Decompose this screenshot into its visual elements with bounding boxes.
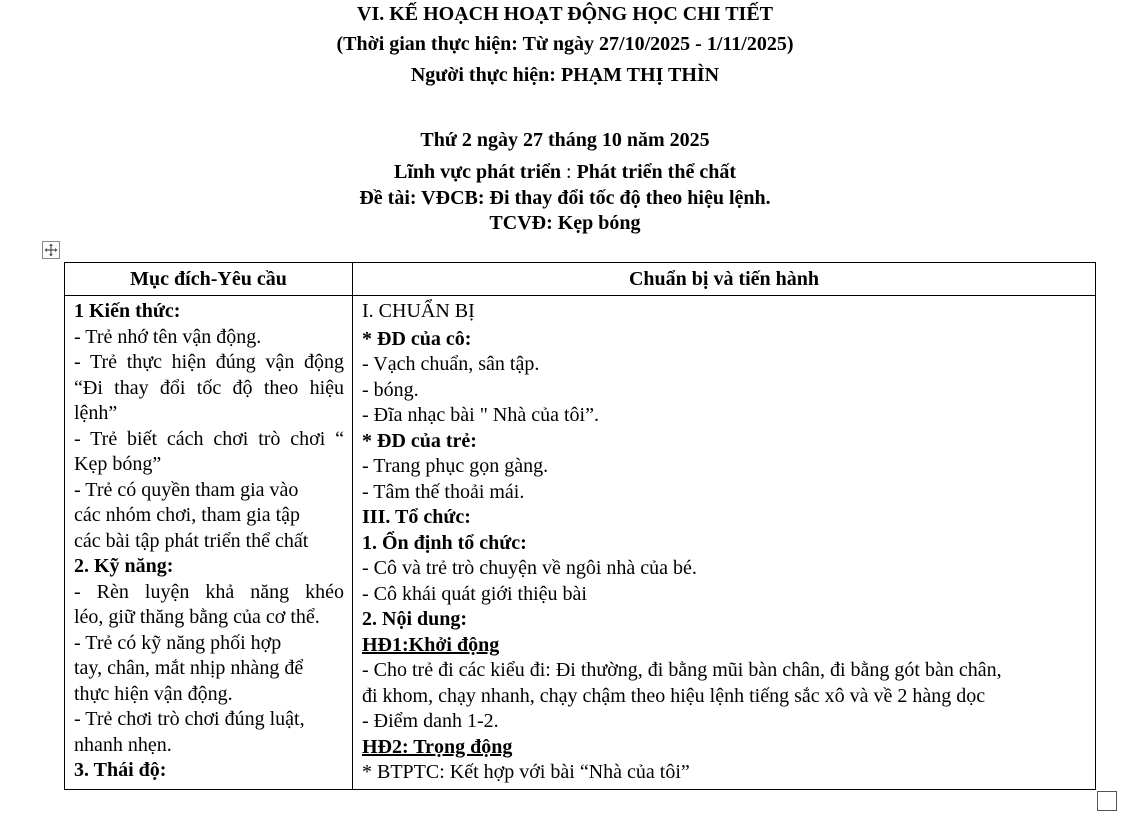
- stabilize-heading: 1. Ổn định tổ chức:: [362, 531, 527, 554]
- content-heading: 2. Nội dung:: [362, 608, 468, 630]
- procedure-line: * BTPTC: Kết hợp với bài “Nhà của tôi”: [362, 761, 690, 783]
- procedure-line: - Điểm danh 1-2.: [362, 710, 499, 732]
- attitude-heading: 3. Thái độ:: [74, 759, 167, 781]
- objective-line: tay, chân, mắt nhịp nhàng để: [74, 657, 304, 679]
- objectives-cell[interactable]: [65, 296, 353, 790]
- objective-line: “Đi thay đổi tốc độ theo hiệu: [74, 376, 344, 399]
- lesson-day: Thứ 2 ngày 27 tháng 10 năm 2025: [420, 129, 710, 151]
- document-title: VI. KẾ HOẠCH HOẠT ĐỘNG HỌC CHI TIẾT: [357, 3, 773, 25]
- objective-line: léo, giữ thăng bằng của cơ thể.: [74, 606, 320, 628]
- objective-line: - Trẻ chơi trò chơi đúng luật,: [74, 708, 305, 730]
- field-separator: :: [561, 161, 577, 183]
- procedure-line: - Cô và trẻ trò chuyện về ngôi nhà của bé.: [362, 557, 697, 579]
- lesson-game: TCVĐ: Kẹp bóng: [489, 212, 641, 234]
- organization-heading: III. Tổ chức:: [362, 506, 471, 528]
- objective-line: - Rèn luyện khả năng khéo: [74, 580, 344, 603]
- preparation-header: Chuẩn bị và tiến hành: [353, 263, 1096, 296]
- objective-line: - Trẻ nhớ tên vận động.: [74, 325, 262, 348]
- square-outline-icon: [1097, 791, 1117, 811]
- preparation-cell[interactable]: [353, 296, 1096, 790]
- procedure-line: - Đĩa nhạc bài " Nhà của tôi”.: [362, 404, 599, 426]
- development-field: [0, 160, 1130, 184]
- objective-line: lệnh”: [74, 402, 118, 424]
- field-value: Phát triển thể chất: [576, 161, 736, 183]
- procedure-line: - Vạch chuẩn, sân tập.: [362, 353, 540, 375]
- objectives-header: Mục đích-Yêu cầu: [65, 263, 353, 296]
- procedure-line: - bóng.: [362, 378, 419, 401]
- field-label: Lĩnh vực phát triển: [393, 161, 562, 183]
- objective-line: - Trẻ có quyền tham gia vào: [74, 478, 299, 501]
- teacher-materials-heading: * ĐD của cô:: [362, 327, 472, 350]
- main-activity-heading: HĐ2: Trọng động: [362, 735, 513, 758]
- table-row: [65, 296, 1096, 790]
- objective-line: - Trẻ có kỹ năng phối hợp: [74, 631, 282, 654]
- child-materials-heading: * ĐD của trẻ:: [362, 429, 477, 452]
- objective-line: nhanh nhẹn.: [74, 733, 172, 756]
- lesson-plan-table: [64, 262, 1096, 790]
- preparation-heading: I. CHUẨN BỊ: [362, 300, 475, 322]
- lesson-topic: Đề tài: VĐCB: Đi thay đổi tốc độ theo hiệu lệnh.: [359, 187, 771, 209]
- objective-line: các nhóm chơi, tham gia tập: [74, 504, 301, 526]
- objective-line: các bài tập phát triển thể chất: [74, 529, 309, 552]
- skills-heading: 2. Kỹ năng:: [74, 555, 174, 577]
- procedure-line: - Trang phục gọn gàng.: [362, 455, 549, 477]
- objective-line: thực hiện vận động.: [74, 682, 233, 705]
- procedure-line: - Cô khái quát giới thiệu bài: [362, 582, 587, 605]
- plan-period: (Thời gian thực hiện: Từ ngày 27/10/2025 - 1/11/2025): [336, 33, 794, 55]
- four-way-arrow-icon: [44, 243, 58, 257]
- objective-line: Kẹp bóng”: [74, 453, 162, 475]
- table-header-row: [65, 263, 1096, 296]
- procedure-line: - Tâm thế thoải mái.: [362, 480, 525, 503]
- procedure-line: - Cho trẻ đi các kiểu đi: Đi thường, đi bằng mũi bàn chân, đi bằng gót bàn chân,: [362, 659, 1002, 681]
- warmup-heading: HĐ1:Khởi động: [362, 633, 500, 656]
- objective-line: - Trẻ thực hiện đúng vận động: [74, 351, 344, 373]
- objective-line: - Trẻ biết cách chơi trò chơi “: [74, 427, 344, 450]
- plan-executor: Người thực hiện: PHẠM THỊ THÌN: [410, 64, 720, 86]
- knowledge-heading: 1 Kiến thức:: [74, 300, 181, 322]
- table-move-handle[interactable]: [42, 241, 60, 259]
- procedure-line: đi khom, chạy nhanh, chạy chậm theo hiệu lệnh tiếng sắc xô và về 2 hàng dọc: [362, 684, 986, 707]
